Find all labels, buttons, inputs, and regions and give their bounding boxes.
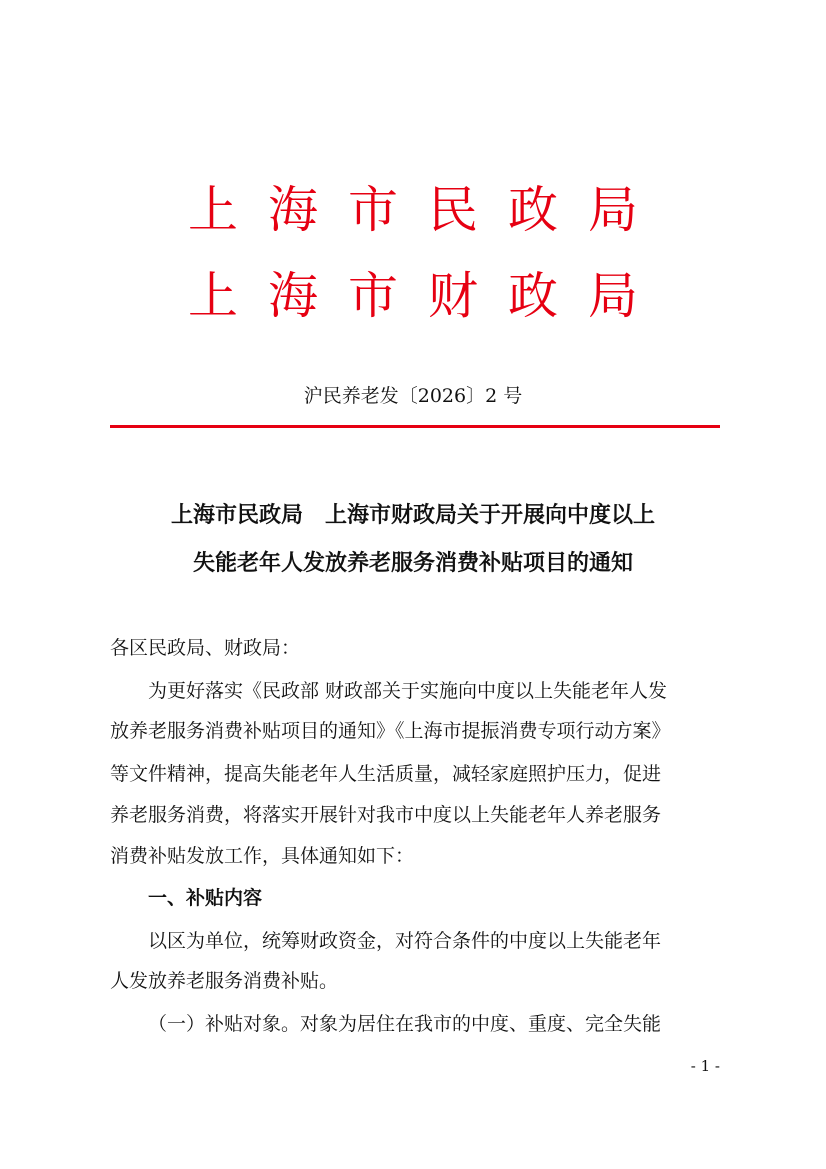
section-1-heading: 一、补贴内容 bbox=[148, 887, 263, 909]
intro-line-4: 养老服务消费，将落实开展针对我市中度以上失能老年人养老服务 bbox=[110, 804, 662, 826]
intro-line-3: 等文件精神，提高失能老年人生活质量，减轻家庭照护压力，促进 bbox=[110, 763, 662, 785]
intro-line-1: 为更好落实《民政部 财政部关于实施向中度以上失能老年人发 bbox=[148, 680, 668, 702]
page-number: - 1 - bbox=[690, 1057, 720, 1075]
intro-line-2: 放养老服务消费补贴项目的通知》《上海市提振消费专项行动方案》 bbox=[110, 720, 671, 742]
document-title-line-1: 上海市民政局 上海市财政局关于开展向中度以上 bbox=[170, 503, 655, 528]
subsection-1-line: （一）补贴对象。对象为居住在我市的中度、重度、完全失能 bbox=[148, 1013, 662, 1035]
intro-line-5: 消费补贴发放工作，具体通知如下： bbox=[110, 845, 415, 867]
section-1-line-2: 人发放养老服务消费补贴。 bbox=[110, 970, 339, 992]
agency-header-line-2: 上海市财政局 bbox=[188, 267, 668, 325]
red-divider-line bbox=[110, 425, 720, 428]
document-number: 沪民养老发〔2026〕2 号 bbox=[303, 385, 523, 407]
document-title-line-2: 失能老年人发放养老服务消费补贴项目的通知 bbox=[192, 551, 633, 576]
section-1-line-1: 以区为单位，统筹财政资金，对符合条件的中度以上失能老年 bbox=[148, 930, 662, 952]
agency-header-line-1: 上海市民政局 bbox=[188, 181, 668, 239]
salutation: 各区民政局、财政局： bbox=[110, 637, 301, 659]
